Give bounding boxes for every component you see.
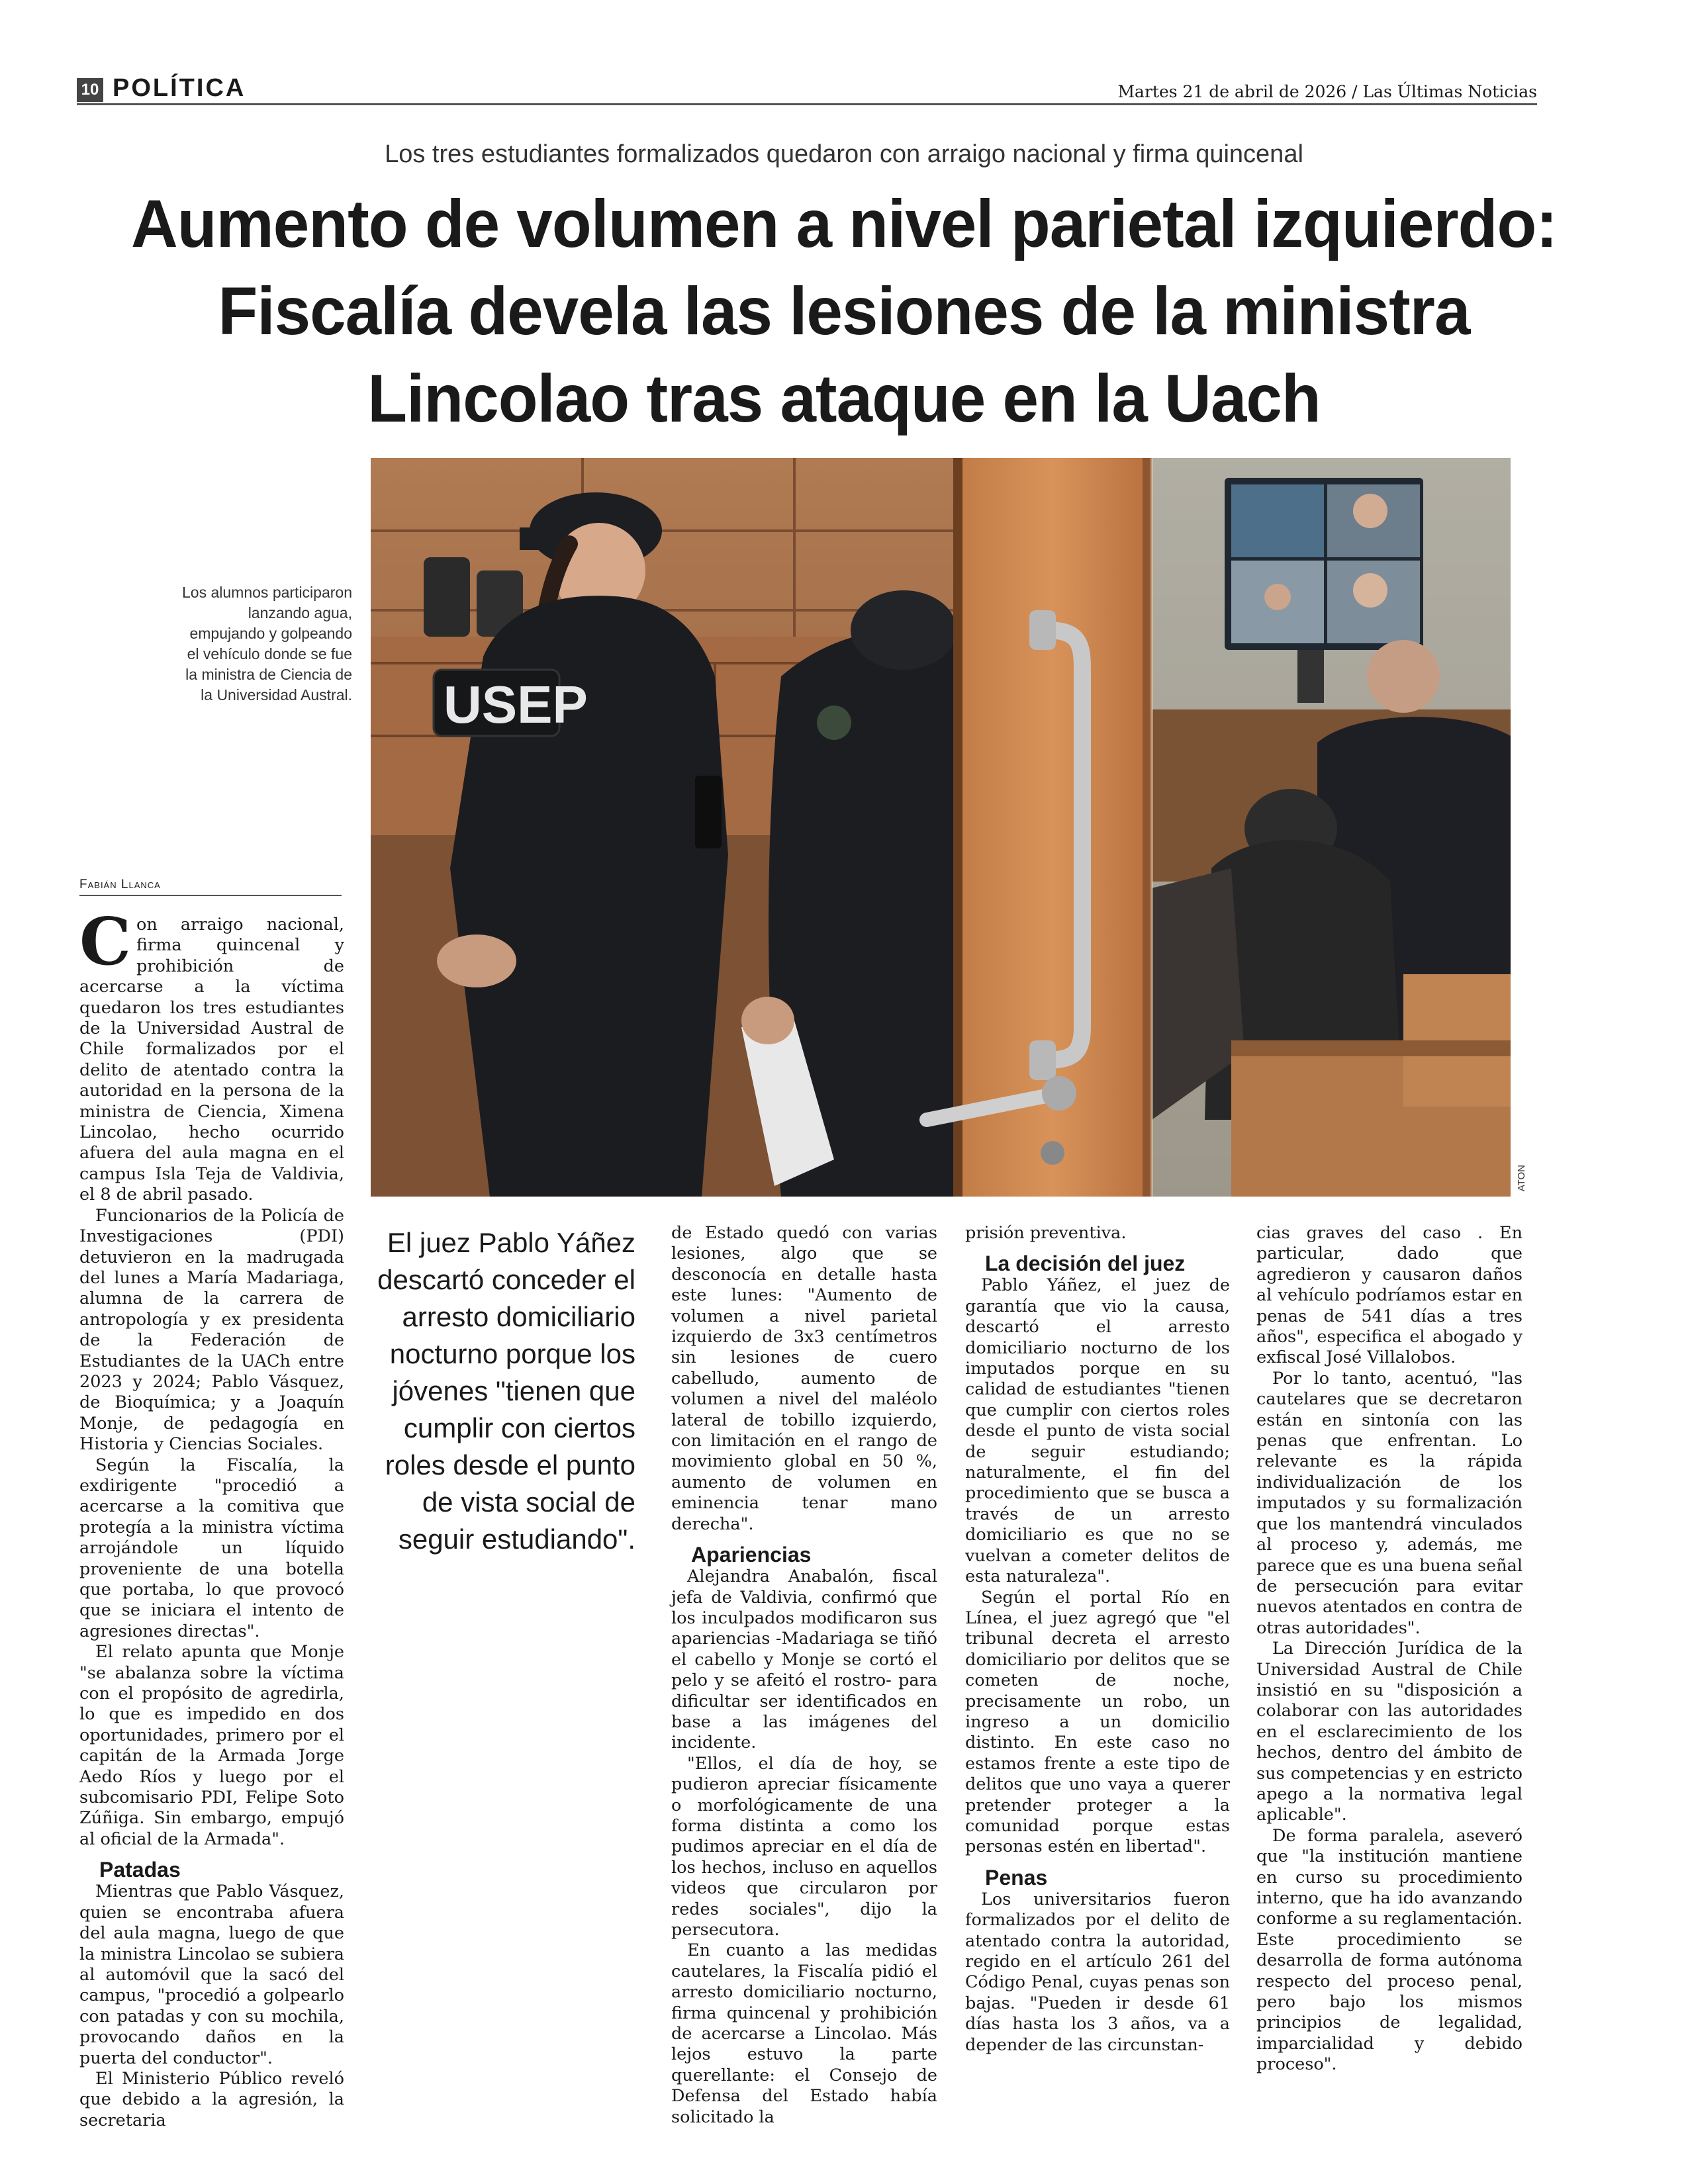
subhead-decision-juez: La decisión del juez [985, 1251, 1186, 1276]
photo-caption: Los alumnos participaron lanzando agua, empujando y golpeando el vehículo donde se fue la ministra de Ciencia de la Universidad Austral. [182, 584, 352, 704]
header-rule [77, 103, 1537, 105]
subhead-patadas: Patadas [99, 1858, 181, 1882]
paragraph: Mientras que Pablo Vásquez, quien se encontraba afuera del aula magna, luego de que la ministra Lincolao se subiera al automóvil que la sacó del campus, "procedió a golpearlo con patadas y con su mochila, provocando daños en la puerta del conductor". [79, 1882, 344, 2068]
chair [424, 557, 470, 637]
column-5 [1256, 1223, 1523, 2075]
byline: Fabián Llanca [79, 878, 342, 896]
paragraph: Los universitarios fueron formalizados por el delito de atentado contra la autoridad, regido en el artículo 261 del Código Penal, cuyas penas son bajas. "Pueden ir desde 61 días hasta los 3 años, va a depender de las circunstan- [965, 1889, 1230, 2055]
paragraph: Según la Fiscalía, la exdirigente "procedió a acercarse a la comitiva que protegía a la ministra víctima arrojándole un líquido proveniente de una botella que portaba, lo que provocó que se iniciara el intento de agresiones directas". [79, 1455, 344, 1641]
column-1 [79, 904, 344, 2131]
kicker: Los tres estudiantes formalizados quedaron con arraigo nacional y firma quincenal [385, 140, 1303, 168]
page-number: 10 [77, 78, 103, 102]
column-3 [671, 1223, 937, 2128]
lock-icon [1041, 1141, 1064, 1165]
paragraph: de Estado quedó con varias lesiones, algo que se desconocía en detalle hasta este lunes: "Aumento de volumen a nivel parietal izquierdo de 3x3 centímetros sin lesiones de cuero cabelludo, aumento de volumen a nivel del maléolo lateral de tobillo izquierdo, con limitación en el rango de movimiento global en 50 %, aumento de volumen en eminencia tenar mano derecha". [671, 1223, 937, 1534]
drop-cap: C [79, 904, 131, 980]
paragraph: "Ellos, el día de hoy, se pudieron apreciar físicamente o morfológicamente de una forma distinta a como los pudimos apreciar en el día de los hechos, incluso en aquellos videos que circularon por redes sociales", dijo la persecutora. [671, 1753, 937, 1940]
patch-icon [817, 705, 851, 740]
column-4 [965, 1223, 1230, 2056]
paragraph: Con arraigo nacional, firma quincenal y prohibición de acercarse a la víctima quedaron los tres estudiantes de la Universidad Austral de Chile formalizados por el delito de atentado contra la autoridad en la persona de la ministra de Ciencia, Ximena Lincolao, hecho ocurrido afuera del aula magna en el campus Isla Teja de Valdivia, el 8 de abril pasado. [79, 904, 344, 1205]
article-photo [371, 458, 1511, 1197]
vest-text: USEP [444, 675, 588, 734]
pull-quote: El juez Pablo Yáñez descartó conceder el arresto domiciliario nocturno porque los jóvenes "tienen que cumplir con ciertos roles desde el punto de vista social de seguir estudiando". [377, 1227, 635, 1555]
subhead-apariencias: Apariencias [691, 1543, 812, 1567]
paragraph: La Dirección Jurídica de la Universidad Austral de Chile insistió en su "disposición a colaborar con las autoridades en el esclarecimiento de los hechos, dentro del ámbito de sus competencias y en estricto apego a la normativa legal aplicable". [1256, 1639, 1523, 1825]
date-line: Martes 21 de abril de 2026 / Las Últimas Noticias [1117, 82, 1537, 101]
photo-credit: ATON [1516, 1165, 1527, 1192]
headline: Aumento de volumen a nivel parietal izquierdo: Fiscalía devela las lesiones de la ministra Lincolao tras ataque en la Uach [131, 186, 1557, 436]
paragraph: El Ministerio Público reveló que debido a la agresión, la secretaria [79, 2068, 344, 2130]
paragraph: Por lo tanto, acentuó, "las cautelares que se decretaron están en sintonía con las penas que enfrentan. Lo relevante es la rápida individualización de los imputados y su formalización que los mantendrá vinculados al proceso y, además, me parece que es una buena señal de persecución para evitar nuevos atentados en contra de otras autoridades". [1256, 1368, 1523, 1638]
paragraph: Según el portal Río en Línea, el juez agregó que "el tribunal decreta el arresto domiciliario por delitos que se cometen de noche, precisamente un robo, un ingreso a un domicilio distinto. En este caso no estamos frente a este tipo de delitos que uno vaya a querer pretender proteger a la comunidad porque estas personas estén en libertad". [965, 1587, 1230, 1857]
paragraph: De forma paralela, aseveró que "la institución mantiene en curso su procedimiento interno, que ha ido avanzando conforme a su reglamentación. Este procedimiento se desarrolla de forma autónoma respecto del proceso penal, pero bajo los mismos principios de legalidad, imparcialidad y debido proceso". [1256, 1825, 1523, 2075]
subhead-penas: Penas [985, 1865, 1048, 1889]
paragraph: cias graves del caso . En particular, dado que agredieron y causaron daños al vehículo podríamos estar en penas de 541 días a tres años", especifica el abogado y exfiscal José Villalobos. [1256, 1223, 1523, 1368]
radio-icon [695, 776, 722, 848]
paragraph: Funcionarios de la Policía de Investigaciones (PDI) detuvieron en la madrugada del lunes a María Madariaga, alumna de la carrera de antropología y ex presidenta de la Federación de Estudiantes de la UACh entre 2023 y 2024; Pablo Vásquez, de Bioquímica; y a Joaquín Monje, de pedagogía en Historia y Ciencias Sociales. [79, 1205, 344, 1455]
paragraph: prisión preventiva. [965, 1223, 1127, 1243]
paragraph: Pablo Yáñez, el juez de garantía que vio la causa, descartó el arresto domiciliario nocturno de los imputados porque en su calidad de estudiantes "tienen que cumplir con ciertos roles desde el punto de vista social de seguir estudiando; naturalmente, el fin del procedimiento que se busca a través de un arresto domiciliario es que no se vuelvan a cometer delitos de esta naturaleza". [965, 1275, 1230, 1587]
paragraph: El relato apunta que Monje "se abalanza sobre la víctima con el propósito de agredirla, lo que es impedido en dos oportunidades, primero por el capitán de la Armada Jorge Aedo Ríos y luego por el subcomisario PDI, Felipe Soto Zúñiga. Sin embargo, empujó al oficial de la Armada". [79, 1642, 344, 1849]
section-title: POLÍTICA [113, 74, 246, 102]
paragraph: Alejandra Anabalón, fiscal jefa de Valdivia, confirmó que los inculpados modificaron sus apariencias -Madariaga se tiñó el cabello y Monje se cortó el pelo y se afeitó el rostro- para dificultar ser identificados en base a las imágenes del incidente. [671, 1567, 937, 1753]
paragraph: En cuanto a las medidas cautelares, la Fiscalía pidió el arresto domiciliario nocturno, firma quincenal y prohibición de acercarse a Lincolao. Más lejos estuvo la parte querellante: el Consejo de Defensa del Estado había solicitado la [671, 1940, 937, 2127]
